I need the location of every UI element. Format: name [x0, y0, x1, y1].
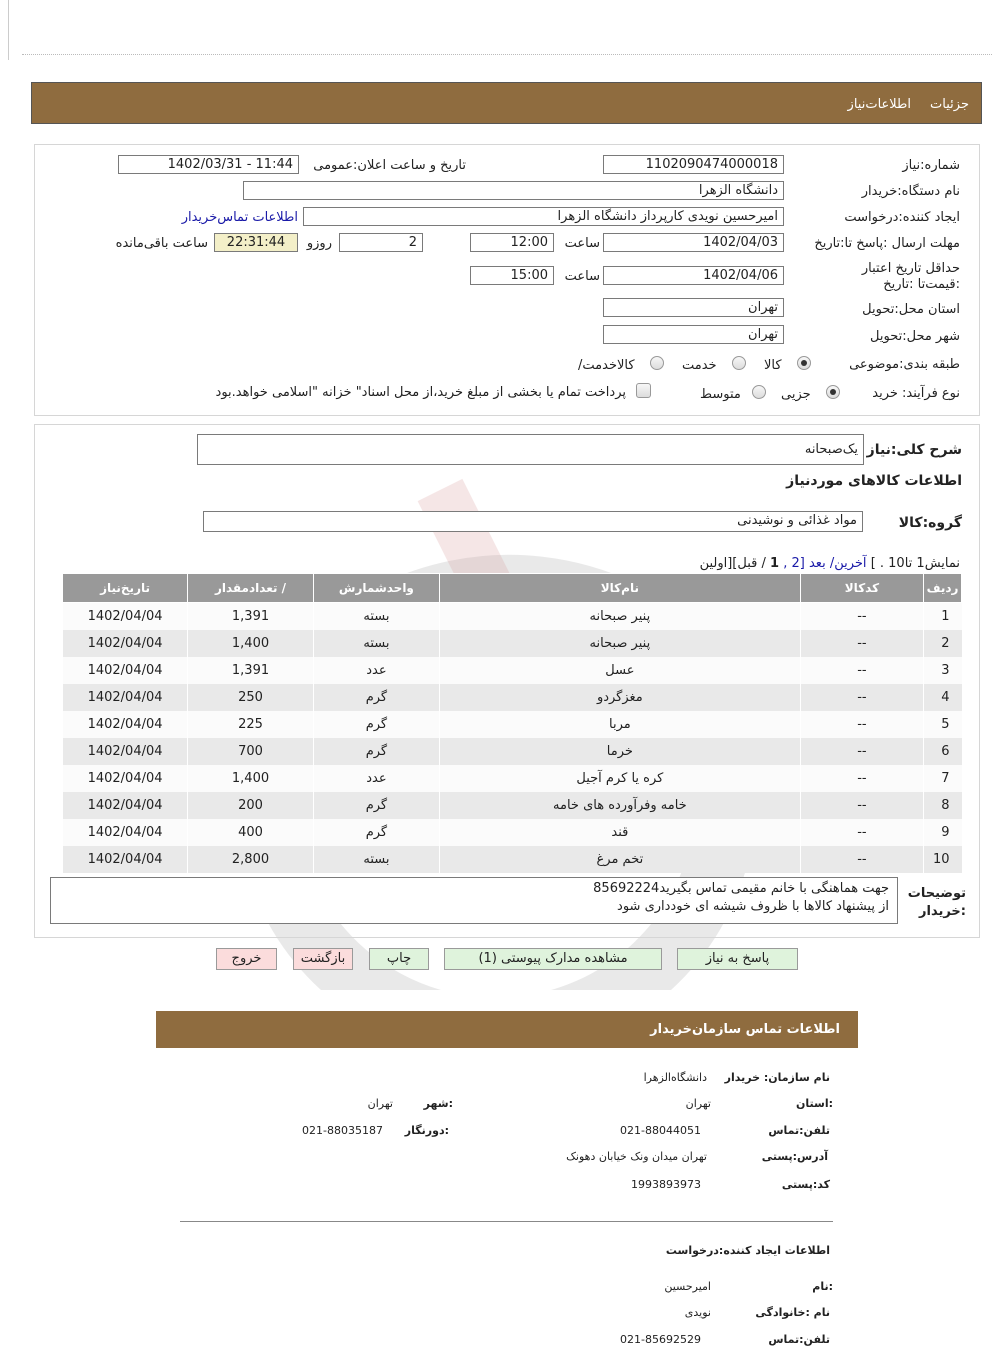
buyer-notes-label-1: توضیحات [907, 886, 966, 901]
table-row [63, 711, 962, 738]
category-service-label: خدمت [682, 358, 717, 373]
buyer-notes-box [50, 877, 898, 924]
goods-group-label: گروه:کالا [898, 515, 962, 531]
category-label: طبقه بندی:موضوعی [849, 357, 960, 372]
back-button[interactable]: بازگشت [293, 948, 353, 970]
item-code: -- [800, 819, 923, 846]
announce-label: تاریخ و ساعت اعلان:عمومی [313, 158, 466, 173]
item-quantity: 250 [188, 684, 314, 711]
deadline-label: مهلت ارسال :پاسخ تا:تاریخ [814, 236, 960, 251]
item-unit: بسته [313, 846, 439, 873]
row-number: 7 [924, 765, 962, 792]
item-unit: بسته [313, 630, 439, 657]
item-quantity: 700 [188, 738, 314, 765]
item-unit: گرم [313, 711, 439, 738]
table-row [63, 738, 962, 765]
item-date: 1402/04/04 [63, 630, 188, 657]
item-code: -- [800, 765, 923, 792]
item-unit: عدد [313, 657, 439, 684]
item-name: تخم مرغ [439, 846, 800, 873]
days-label: روزو [306, 236, 332, 251]
category-goods-radio[interactable] [797, 356, 811, 370]
creator-phone-value: 021-85692529 [620, 1333, 701, 1346]
contact-city-label: :شهر [423, 1097, 453, 1110]
col-row: ردیف [924, 574, 962, 603]
creator-family-value: نویدی [684, 1306, 711, 1319]
col-qty: / تعدادمقدار [188, 574, 314, 603]
goods-info-heading: اطلاعات کالاهای موردنیاز [786, 473, 962, 489]
item-name: خرما [439, 738, 800, 765]
item-quantity: 200 [188, 792, 314, 819]
item-quantity: 1,400 [188, 630, 314, 657]
table-row [63, 765, 962, 792]
treasury-payment-checkbox[interactable] [636, 383, 651, 398]
row-number: 10 [924, 846, 962, 873]
buyer-org-label: نام دستگاه:خریدار [861, 184, 960, 199]
contact-postal-value: 1993893973 [631, 1178, 701, 1191]
col-name: نام‌کالا [439, 574, 800, 603]
item-code: -- [800, 846, 923, 873]
item-unit: عدد [313, 765, 439, 792]
contact-phone-label: تلفن:تماس [768, 1124, 830, 1137]
item-code: -- [800, 630, 923, 657]
days-field: 2 [339, 233, 423, 252]
creator-name-label: :نام [812, 1280, 833, 1293]
pager-page-2-link[interactable]: [2 , [783, 556, 805, 571]
row-number: 6 [924, 738, 962, 765]
validity-time-label: ساعت [564, 269, 600, 284]
table-row [63, 819, 962, 846]
category-service-radio[interactable] [732, 356, 746, 370]
reply-button[interactable]: پاسخ به نیاز [677, 948, 798, 970]
table-row [63, 684, 962, 711]
row-number: 9 [924, 819, 962, 846]
item-code: -- [800, 684, 923, 711]
row-number: 2 [924, 630, 962, 657]
contact-province-value: تهران [685, 1097, 711, 1110]
item-quantity: 1,391 [188, 603, 314, 631]
item-date: 1402/04/04 [63, 657, 188, 684]
pager-last-link[interactable]: آخرین/ [829, 556, 867, 571]
print-button[interactable]: چاپ [369, 948, 429, 970]
process-partial-label: جزیی [781, 387, 811, 402]
item-quantity: 225 [188, 711, 314, 738]
breadcrumb-item-details[interactable]: جزئیات [930, 97, 969, 112]
item-date: 1402/04/04 [63, 603, 188, 631]
buyer-notes-line-2: از پیشنهاد کالاها با ظروف شیشه ای خودداری شود [617, 899, 889, 914]
item-code: -- [800, 792, 923, 819]
item-unit: گرم [313, 819, 439, 846]
creator-family-label: نام :خانوادگی [755, 1306, 830, 1319]
category-goods-label: کالا [764, 358, 782, 373]
process-partial-radio[interactable] [826, 385, 840, 399]
item-date: 1402/04/04 [63, 765, 188, 792]
remaining-label: ساعت باقی‌مانده [115, 236, 208, 251]
creator-label: ایجاد کننده:درخواست [844, 210, 960, 225]
remaining-time-field: 22:31:44 [214, 233, 298, 252]
province-label: استان محل:تحویل [862, 302, 960, 317]
buyer-notes-line-1: جهت هماهنگی با خانم مقیمی تماس بگیرید85692224 [593, 881, 889, 896]
item-quantity: 400 [188, 819, 314, 846]
table-row [63, 846, 962, 873]
pager [700, 556, 960, 571]
org-name-value: دانشگاه‌الزهرا [643, 1071, 707, 1084]
process-type-label: نوع فرآیند: خرید [872, 386, 960, 401]
buyer-contact-header [156, 1011, 858, 1048]
row-number: 3 [924, 657, 962, 684]
exit-button[interactable]: خروج [216, 948, 277, 970]
item-date: 1402/04/04 [63, 711, 188, 738]
creator-field: امیرحسین نویدی کارپرداز دانشگاه الزهرا [303, 207, 784, 226]
goods-table [62, 573, 962, 873]
table-row [63, 603, 962, 631]
goods-group-field: مواد غذائی و نوشیدنی [203, 511, 863, 532]
item-name: پنیر صبحانه [439, 603, 800, 631]
item-name: کره یا کرم آجیل [439, 765, 800, 792]
contact-fax-label: :دورنگار [404, 1124, 449, 1137]
item-name: مغزگردو [439, 684, 800, 711]
row-number: 5 [924, 711, 962, 738]
treasury-payment-note: پرداخت تمام یا بخشی از مبلغ خرید،از محل اسناد" خزانه "اسلامی خواهد.بود [215, 385, 626, 400]
contact-address-value: تهران میدان ونک خیابان دهونک [566, 1150, 707, 1163]
top-divider [22, 54, 992, 55]
item-code: -- [800, 711, 923, 738]
item-quantity: 1,391 [188, 657, 314, 684]
city-field: تهران [603, 325, 784, 344]
col-code: کدکالا [800, 574, 923, 603]
contact-province-label: :استان [796, 1097, 833, 1110]
buyer-contact-link[interactable]: اطلاعات تماس‌خریدار [181, 210, 298, 225]
item-name: مربا [439, 711, 800, 738]
need-title-label: شرح کلی:نیاز [866, 442, 962, 458]
category-goods-service-radio[interactable] [650, 356, 664, 370]
table-row [63, 630, 962, 657]
org-name-label: نام سازمان: خریدار [724, 1071, 830, 1084]
need-title-field: یک‌صبحانه [197, 434, 864, 465]
item-code: -- [800, 603, 923, 631]
item-name: عسل [439, 657, 800, 684]
item-code: -- [800, 657, 923, 684]
process-medium-label: متوسط [700, 387, 741, 402]
pager-current-page: 1 [770, 556, 780, 571]
item-name: قند [439, 819, 800, 846]
contact-postal-label: کد:پستی [781, 1178, 830, 1191]
creator-name-value: امیرحسین [664, 1280, 711, 1293]
row-number: 4 [924, 684, 962, 711]
validity-date-field: 1402/04/06 [603, 266, 784, 285]
contact-divider [180, 1221, 833, 1222]
pager-next-link[interactable]: بعد [808, 556, 826, 571]
validity-time-field: 15:00 [470, 266, 554, 285]
announce-field: 1402/03/31 - 11:44 [118, 155, 299, 174]
buyer-contact-title: اطلاعات تماس سازمان‌خریدار [650, 1022, 840, 1037]
deadline-time-label: ساعت [564, 236, 600, 251]
row-number: 1 [924, 603, 962, 631]
contact-fax-value: 021-88035187 [302, 1124, 383, 1137]
item-unit: بسته [313, 603, 439, 631]
col-date: تاریخ‌نیاز [63, 574, 188, 603]
item-name: پنیر صبحانه [439, 630, 800, 657]
item-unit: گرم [313, 738, 439, 765]
item-date: 1402/04/04 [63, 684, 188, 711]
province-field: تهران [603, 298, 784, 317]
buyer-notes-label-2: :خریدار [919, 904, 966, 919]
need-number-label: شماره:نیاز [902, 158, 960, 173]
breadcrumb-bar [31, 82, 982, 124]
pager-prefix: نمایش1 تا10 . ] [870, 556, 960, 571]
creator-phone-label: تلفن:تماس [768, 1333, 830, 1346]
item-unit: گرم [313, 792, 439, 819]
contact-phone-value: 021-88044051 [620, 1124, 701, 1137]
item-quantity: 1,400 [188, 765, 314, 792]
goods-table-header [63, 574, 962, 603]
row-number: 8 [924, 792, 962, 819]
pager-tail: / قبل][اولین [699, 556, 766, 571]
need-number-field: 1102090474000018 [603, 155, 784, 174]
deadline-time-field: 12:00 [470, 233, 554, 252]
item-quantity: 2,800 [188, 846, 314, 873]
item-date: 1402/04/04 [63, 738, 188, 765]
validity-label: حداقل تاریخ اعتبار :قیمت‌تا :تاریخ [861, 261, 960, 292]
item-name: خامه وفرآورده های خامه [439, 792, 800, 819]
item-date: 1402/04/04 [63, 792, 188, 819]
creator-info-heading: اطلاعات ایجاد کننده:درخواست [665, 1244, 830, 1257]
category-goods-service-label: /کالاخدمت [578, 358, 635, 373]
view-documents-button[interactable]: مشاهده مدارک پیوستی (1) [444, 948, 662, 970]
item-code: -- [800, 738, 923, 765]
item-date: 1402/04/04 [63, 819, 188, 846]
contact-city-value: تهران [367, 1097, 393, 1110]
item-date: 1402/04/04 [63, 846, 188, 873]
table-row [63, 792, 962, 819]
breadcrumb-item-need-info[interactable]: اطلاعات‌نیاز [847, 97, 911, 112]
process-medium-radio[interactable] [752, 385, 766, 399]
left-edge-line [8, 0, 9, 60]
contact-address-label: آدرس:پستی [761, 1150, 828, 1163]
city-label: شهر محل:تحویل [870, 329, 960, 344]
col-unit: واحدشمارش [313, 574, 439, 603]
buyer-org-field: دانشگاه الزهرا [243, 181, 784, 200]
deadline-date-field: 1402/04/03 [603, 233, 784, 252]
item-unit: گرم [313, 684, 439, 711]
table-row [63, 657, 962, 684]
